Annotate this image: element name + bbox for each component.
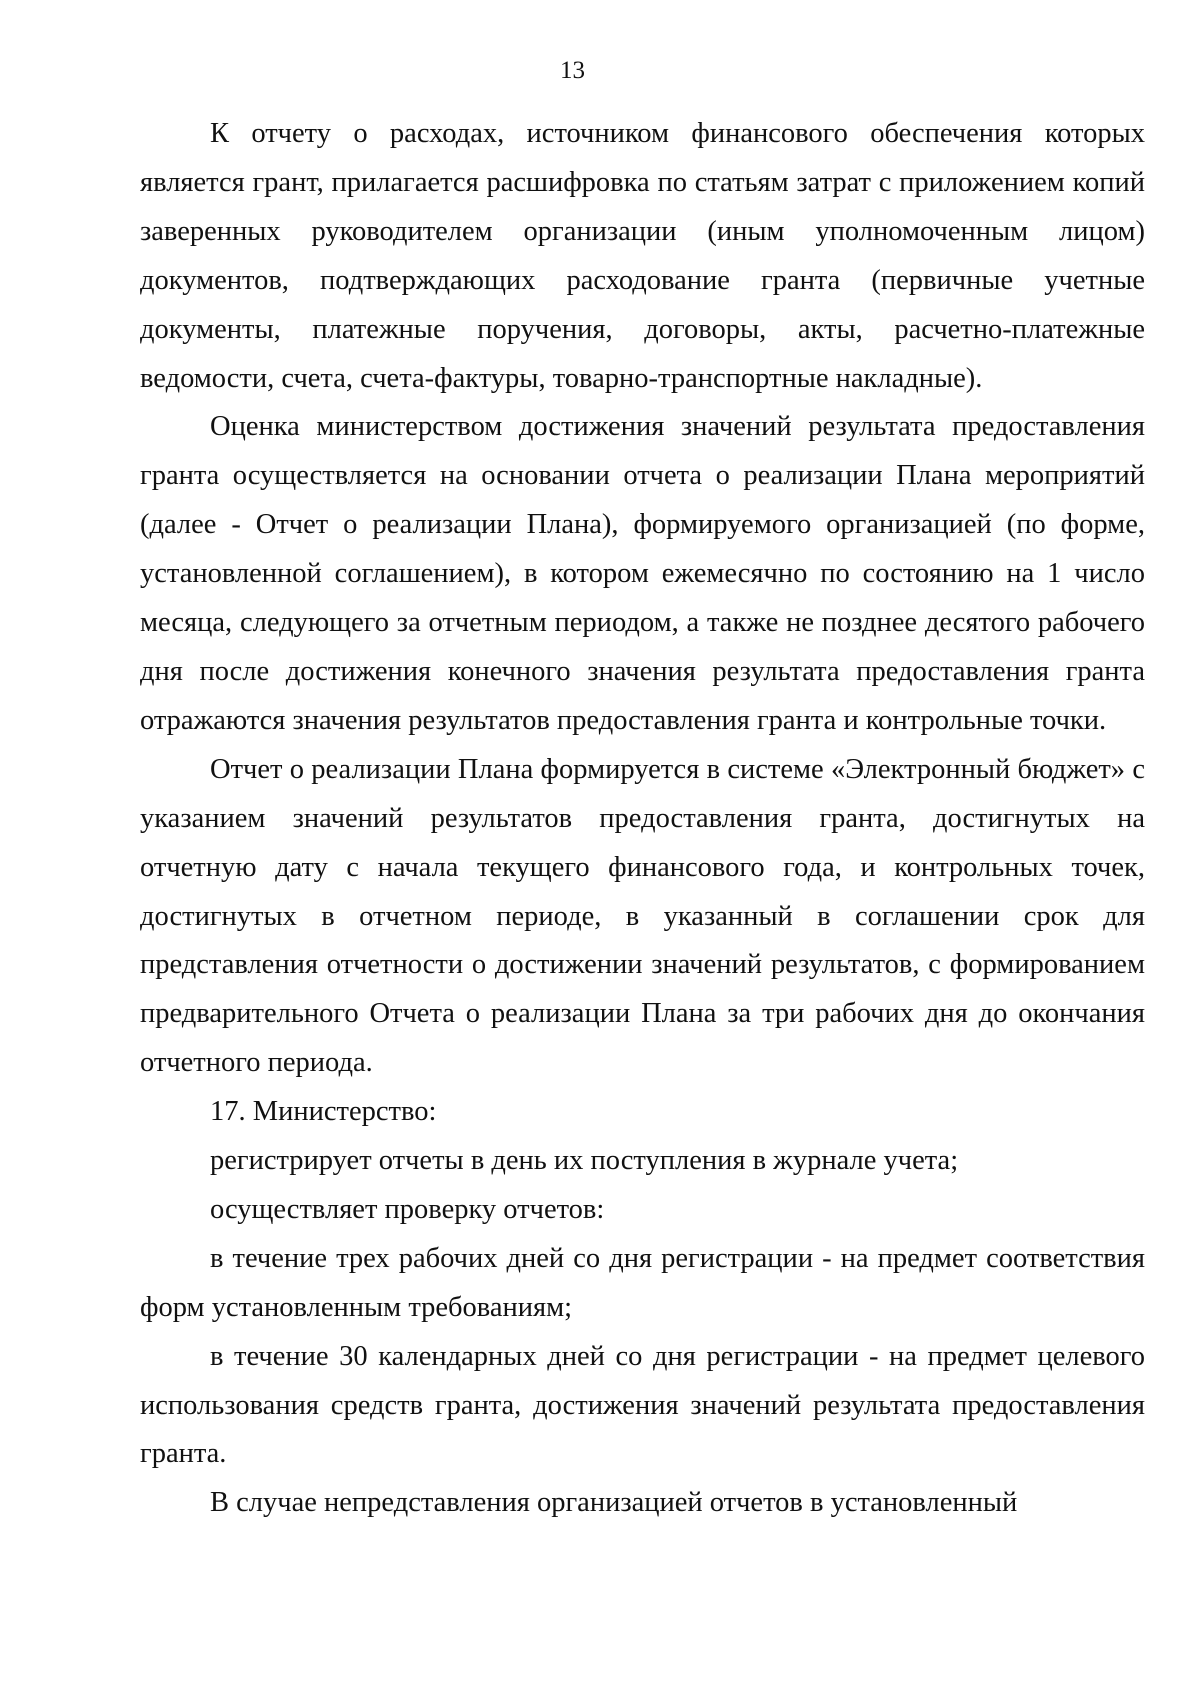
paragraph-thirty-days-check: в течение 30 календарных дней со дня регистрации - на предмет целевого использования средств гранта, достижения значений результата предоставления гранта.	[140, 1340, 1145, 1470]
paragraph-registers-reports: регистрирует отчеты в день их поступления в журнале учета;	[210, 1145, 959, 1177]
paragraph-non-submission: В случае непредставления организацией отчетов в установленный	[210, 1487, 1018, 1519]
paragraph-checks-reports: осуществляет проверку отчетов:	[210, 1193, 605, 1225]
paragraph-three-days-check: в течение трех рабочих дней со дня регистрации - на предмет соответствия форм установленным требованиям;	[140, 1242, 1145, 1323]
paragraph-plan-report: Отчет о реализации Плана формируется в системе «Электронный бюджет» с указанием значений результатов предоставления гранта, достигнутых на отчетную дату с начала текущего финансового года, и контрольных точек, достигнутых в отчетном периоде, в указанный в соглашении срок для представления отчетности о достижении значений результатов, с формированием предварительного Отчета о реализации Плана за три рабочих дня до окончания отчетного периода.	[140, 753, 1145, 1079]
document-body	[140, 110, 1145, 1528]
paragraph-expense-report: К отчету о расходах, источником финансового обеспечения которых является грант, прилагается расшифровка по статьям затрат с приложением копий заверенных руководителем организации (иным уполномоченным лицом) документов, подтверждающих расходование гранта (первичные учетные документы, платежные поручения, договоры, акты, расчетно-платежные ведомости, счета, счета-фактуры, товарно-транспортные накладные).	[140, 118, 1145, 394]
page-number: 13	[560, 57, 585, 84]
paragraph-item-17: 17. Министерство:	[210, 1096, 437, 1128]
paragraph-evaluation: Оценка министерством достижения значений результата предоставления гранта осуществляется на основании отчета о реализации Плана мероприятий (далее - Отчет о реализации Плана), формируемого организацией (по форме, установленной соглашением), в котором ежемесячно по состоянию на 1 число месяца, следующего за отчетным периодом, а также не позднее десятого рабочего дня после достижения конечного значения результата предоставления гранта отражаются значения результатов предоставления гранта и контрольные точки.	[140, 411, 1145, 736]
